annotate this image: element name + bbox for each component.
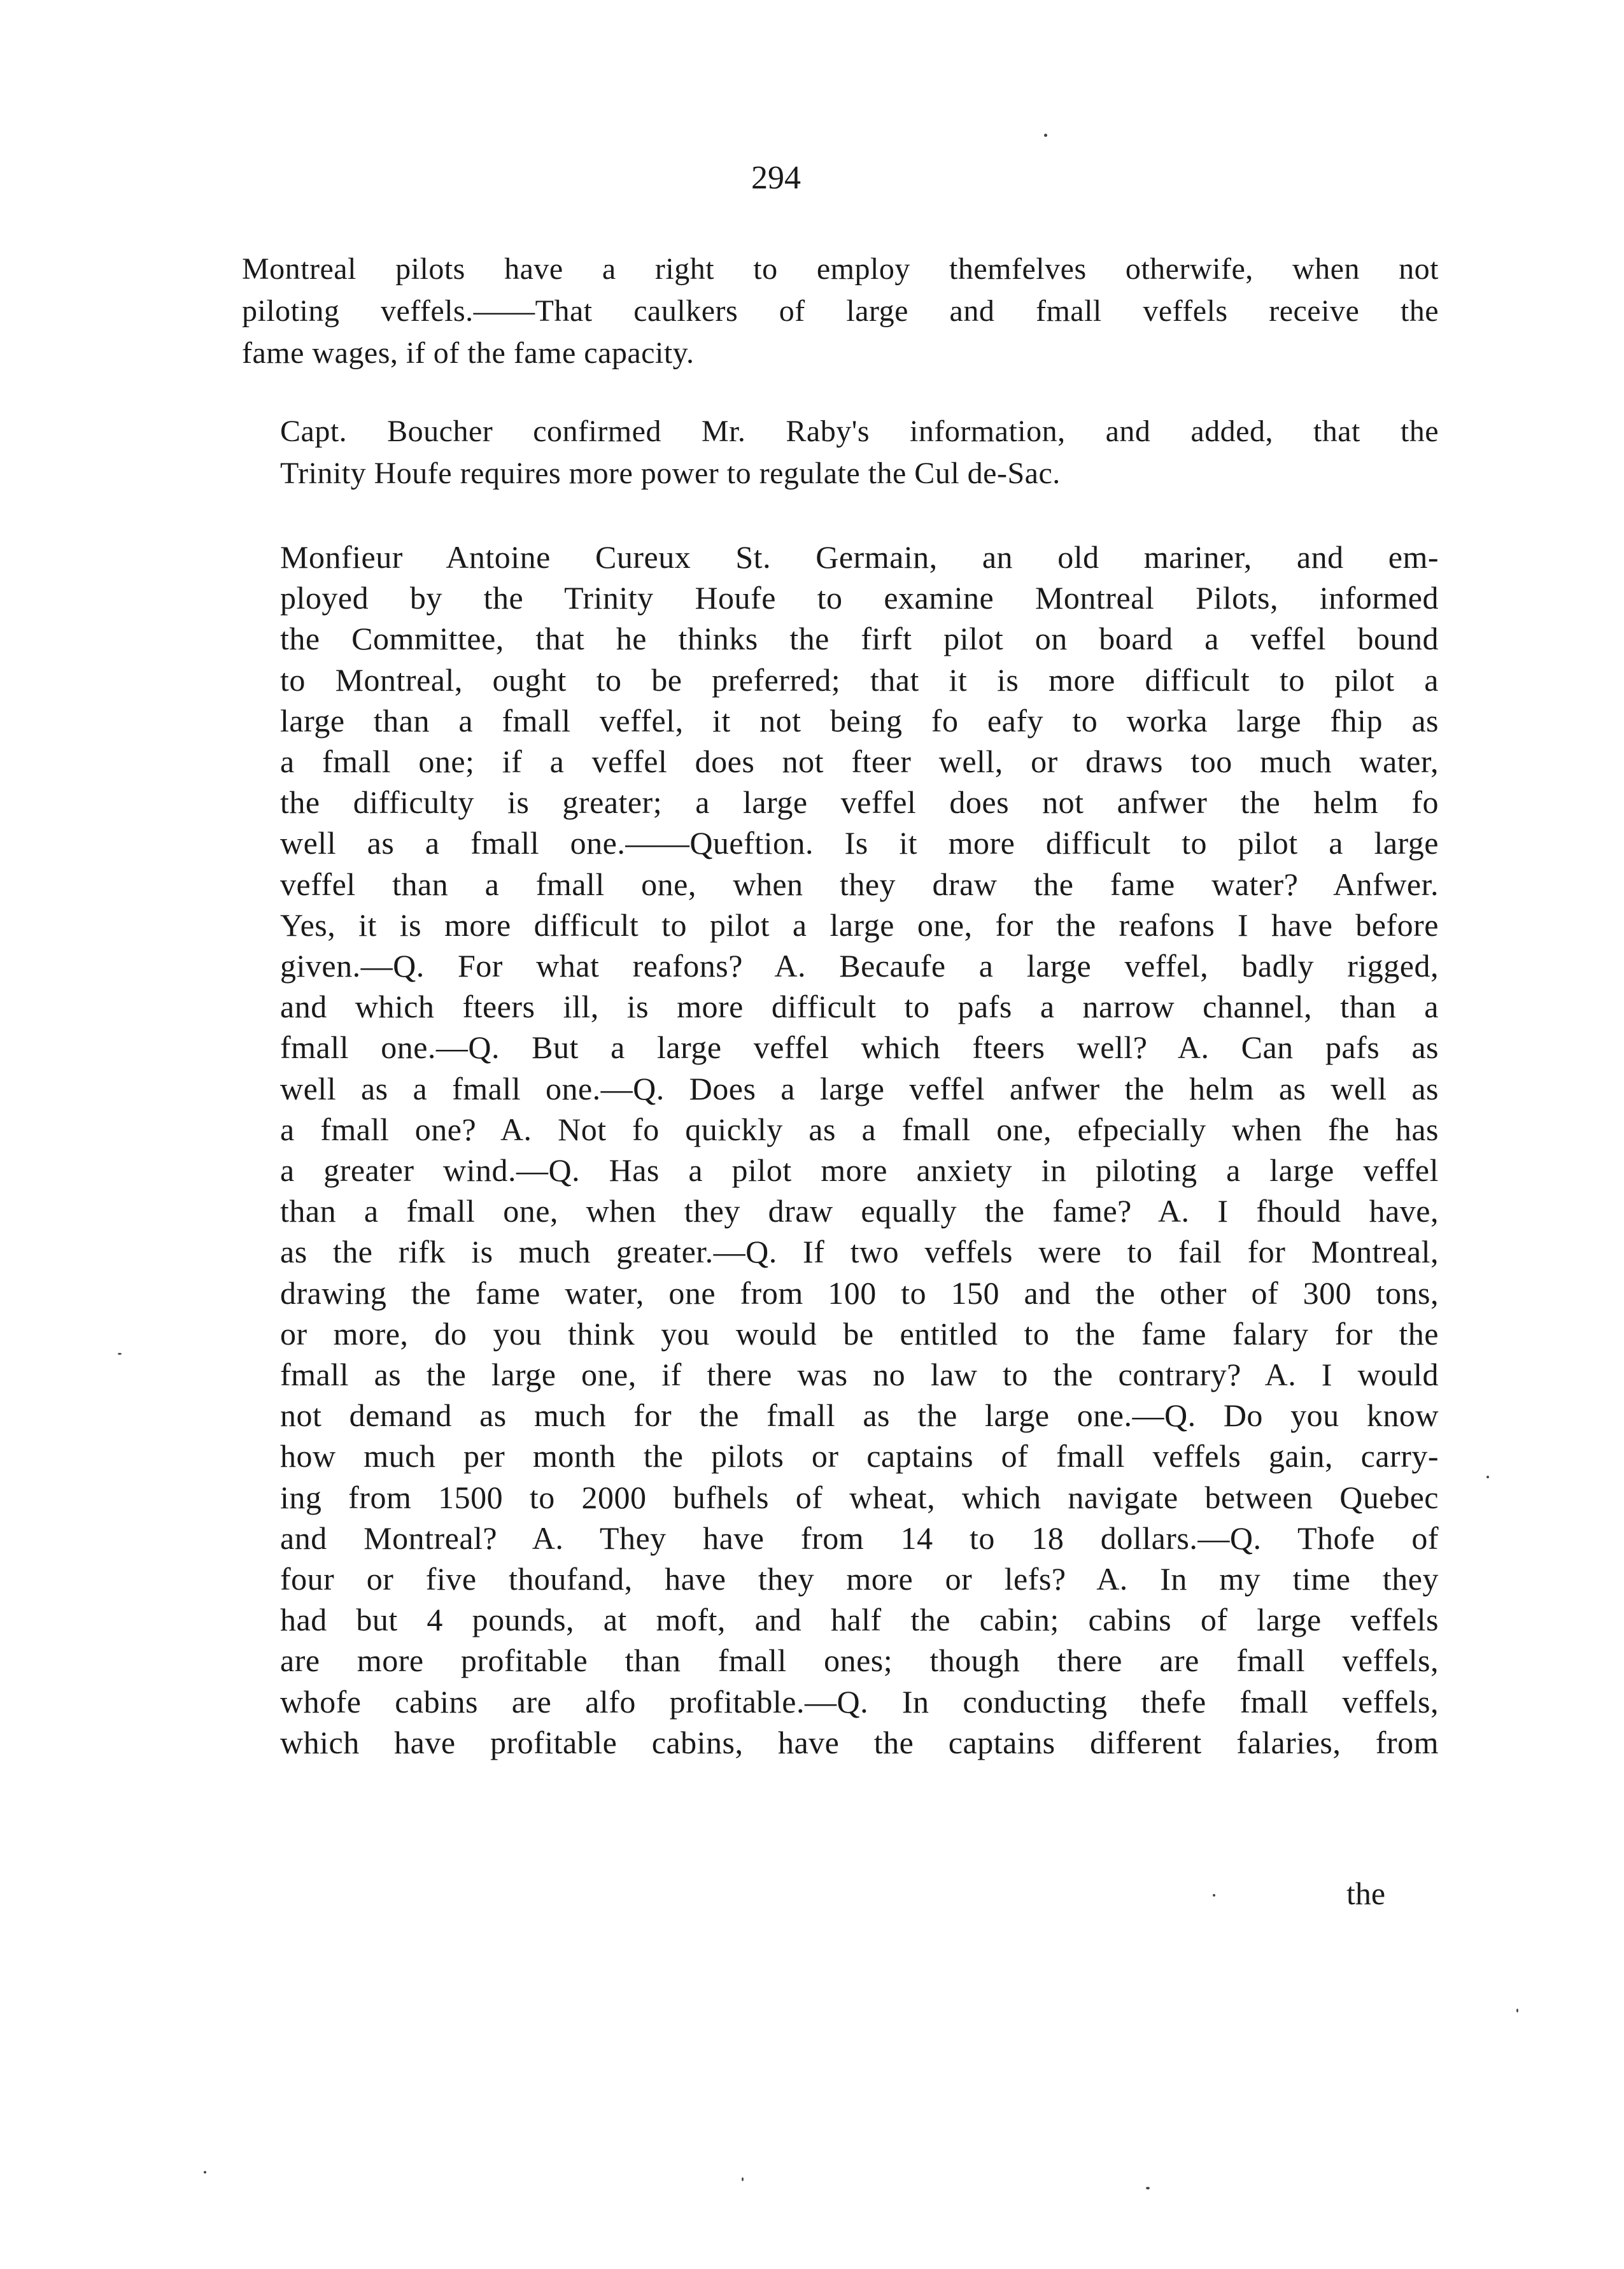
text-line: large than a fmall veffel, it not being fo eafy to worka large fhip as: [280, 702, 1439, 739]
text-line: four or five thoufand, have they more or lefs? A. In my time they: [280, 1561, 1439, 1597]
text-line: had but 4 pounds, at moft, and half the cabin; cabins of large veffels: [280, 1602, 1439, 1638]
catchword: the: [1346, 1876, 1386, 1911]
text-line: fame wages, if of the fame capacity.: [242, 336, 695, 370]
text-line: and which fteers ill, is more difficult to pafs a narrow channel, than a: [280, 989, 1439, 1025]
text-line: a fmall one; if a veffel does not fteer well, or draws too much water,: [280, 744, 1439, 780]
text-line: the difficulty is greater; a large veffel does not anfwer the helm fo: [280, 784, 1439, 821]
text-line: a greater wind.—Q. Has a pilot more anxiety in piloting a large veffel: [280, 1152, 1439, 1189]
scan-speck: [204, 2171, 206, 2174]
text-line: a fmall one? A. Not fo quickly as a fmall one, efpecially when fhe has: [280, 1111, 1439, 1147]
text-line: ing from 1500 to 2000 bufhels of wheat, which navigate between Quebec: [280, 1479, 1439, 1515]
text-line: are more profitable than fmall ones; though there are fmall veffels,: [280, 1643, 1439, 1679]
scan-speck: [1486, 1476, 1489, 1478]
scan-speck: [1213, 1894, 1215, 1897]
text-line: fmall as the large one, if there was no law to the contrary? A. I would: [280, 1357, 1439, 1393]
scan-speck: [1516, 2009, 1518, 2012]
text-line: which have profitable cabins, have the captains different falaries, from: [280, 1724, 1439, 1760]
text-line: well as a fmall one.——Queftion. Is it more difficult to pilot a large: [280, 825, 1439, 861]
text-line: Montreal pilots have a right to employ themfelves otherwife, when not: [242, 252, 1439, 286]
text-line: the Committee, that he thinks the firft pilot on board a veffel bound: [280, 621, 1439, 657]
text-line: veffel than a fmall one, when they draw the fame water? Anfwer.: [280, 866, 1439, 902]
text-line: given.—Q. For what reafons? A. Becaufe a large veffel, badly rigged,: [280, 948, 1439, 984]
scan-speck: [1146, 2187, 1150, 2189]
scan-speck: [1044, 134, 1047, 137]
text-line: how much per month the pilots or captains of fmall veffels gain, carry-: [280, 1438, 1439, 1474]
text-line: fmall one.—Q. But a large veffel which fteers well? A. Can pafs as: [280, 1029, 1439, 1066]
text-line: well as a fmall one.—Q. Does a large veffel anfwer the helm as well as: [280, 1070, 1439, 1106]
text-line: as the rifk is much greater.—Q. If two veffels were to fail for Montreal,: [280, 1234, 1439, 1270]
text-line: Capt. Boucher confirmed Mr. Raby's information, and added, that the: [280, 414, 1439, 448]
text-line: Yes, it is more difficult to pilot a large one, for the reafons I have before: [280, 907, 1439, 943]
paragraph-pilots-wages: [242, 248, 1439, 374]
text-line: than a fmall one, when they draw equally the fame? A. I fhould have,: [280, 1193, 1439, 1229]
paragraph-capt-boucher: [242, 411, 1439, 495]
scan-speck: [742, 2177, 744, 2181]
text-line: Monfieur Antoine Cureux St. Germain, an old mariner, and em-: [280, 539, 1439, 575]
text-line: piloting veffels.——That caulkers of large and fmall veffels receive the: [242, 294, 1439, 328]
text-line: ployed by the Trinity Houfe to examine Montreal Pilots, informed: [280, 580, 1439, 616]
text-line: to Montreal, ought to be preferred; that it is more difficult to pilot a: [280, 661, 1439, 698]
text-line: drawing the fame water, one from 100 to 150 and the other of 300 tons,: [280, 1275, 1439, 1311]
text-line: or more, do you think you would be entitled to the fame falary for the: [280, 1315, 1439, 1352]
scan-speck: [118, 1353, 122, 1355]
text-line: and Montreal? A. They have from 14 to 18 dollars.—Q. Thofe of: [280, 1520, 1439, 1556]
text-line: Trinity Houfe requires more power to regulate the Cul de-Sac.: [280, 456, 1061, 490]
text-line: not demand as much for the fmall as the large one.—Q. Do you know: [280, 1397, 1439, 1434]
paragraph-st-germain-testimony: [242, 537, 1439, 1763]
text-line: whofe cabins are alfo profitable.—Q. In conducting thefe fmall veffels,: [280, 1683, 1439, 1720]
page-number: 294: [751, 160, 801, 196]
